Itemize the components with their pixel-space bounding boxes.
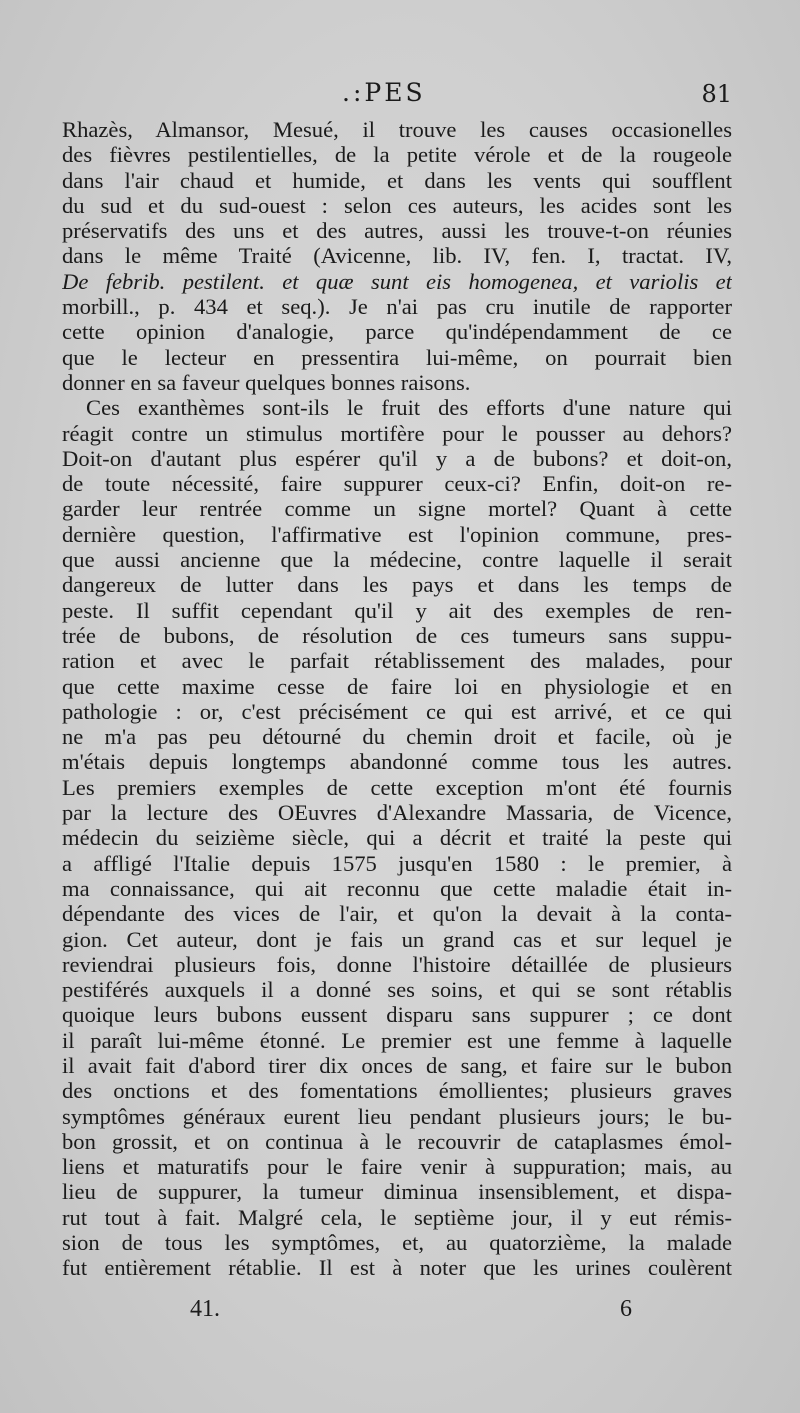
text-line: a affligé l'Italie depuis 1575 jusqu'en 1580 : le premier, à bbox=[62, 850, 732, 876]
page-header bbox=[62, 78, 732, 118]
text-line: donner en sa faveur quelques bonnes raisons. bbox=[62, 369, 471, 395]
text-line: Rhazès, Almansor, Mesué, il trouve les causes occasionelles bbox=[62, 117, 732, 142]
text-line: pathologie : or, c'est précisément ce qui est arrivé, et ce qui bbox=[62, 698, 732, 724]
text-line: trée de bubons, de résolution de ces tumeurs sans suppu- bbox=[62, 622, 732, 648]
text-line: du sud et du sud-ouest : selon ces auteurs, les acides sont les bbox=[62, 192, 732, 218]
page-footer bbox=[62, 1296, 732, 1336]
text-line: des fièvres pestilentielles, de la petite vérole et de la rougeole bbox=[62, 142, 732, 168]
text-line: gion. Cet auteur, dont je fais un grand cas et sur lequel je bbox=[62, 926, 732, 952]
text-line: que cette maxime cesse de faire loi en physiologie et en bbox=[62, 673, 732, 699]
text-line: bon grossit, et on continua à le recouvrir de cataplasmes émol- bbox=[62, 1128, 732, 1154]
text-line: dans l'air chaud et humide, et dans les vents qui soufflent bbox=[62, 167, 732, 193]
sheet-number: 6 bbox=[620, 1296, 632, 1322]
text-line: sion de tous les symptômes, et, au quatorzième, la malade bbox=[62, 1230, 732, 1256]
text-line: ma connaissance, qui ait reconnu que cette maladie était in- bbox=[62, 875, 732, 901]
text-line: ration et avec le parfait rétablissement des malades, pour bbox=[62, 648, 732, 674]
text-line: garder leur rentrée comme un signe mortel? Quant à cette bbox=[62, 496, 732, 522]
page-number: 81 bbox=[701, 80, 732, 108]
text-line: Les premiers exemples de cette exception m'ont été fournis bbox=[62, 774, 732, 800]
text-line: cette opinion d'analogie, parce qu'indépendamment de ce bbox=[62, 319, 732, 345]
text-line: liens et maturatifs pour le faire venir à suppuration; mais, au bbox=[62, 1154, 732, 1180]
text-line: médecin du seizième siècle, qui a décrit et traité la peste qui bbox=[62, 825, 732, 851]
text-line: pestiférés auxquels il a donné ses soins, et qui se sont rétablis bbox=[62, 977, 732, 1003]
text-line: que aussi ancienne que la médecine, contre laquelle il serait bbox=[62, 547, 732, 573]
text-line: De febrib. pestilent. et quæ sunt eis homogenea, et variolis et bbox=[62, 268, 732, 294]
text-line: ne m'a pas peu détourné du chemin droit et facile, où je bbox=[62, 724, 732, 750]
text-line: par la lecture des OEuvres d'Alexandre Massaria, de Vicence, bbox=[62, 800, 732, 826]
text-line: il avait fait d'abord tirer dix onces de sang, et faire sur le bubon bbox=[62, 1052, 732, 1078]
text-line: il paraît lui-même étonné. Le premier est une femme à laquelle bbox=[62, 1027, 732, 1053]
text-line: reviendrai plusieurs fois, donne l'histoire détaillée de plusieurs bbox=[62, 951, 732, 977]
running-title: .:PES bbox=[342, 78, 426, 107]
text-line: morbill., p. 434 et seq.). Je n'ai pas cru inutile de rapporter bbox=[62, 294, 732, 320]
text-line: dernière question, l'affirmative est l'opinion commune, pres- bbox=[62, 521, 732, 547]
text-line: dans le même Traité (Avicenne, lib. IV, fen. I, tractat. IV, bbox=[62, 243, 732, 269]
text-line: des onctions et des fomentations émollientes; plusieurs graves bbox=[62, 1078, 732, 1104]
signature-mark: 41. bbox=[190, 1296, 220, 1322]
text-line: peste. Il suffit cependant qu'il y ait des exemples de ren- bbox=[62, 597, 732, 623]
text-line: que le lecteur en pressentira lui-même, on pourrait bien bbox=[62, 344, 732, 370]
text-line: m'étais depuis longtemps abandonné comme tous les autres. bbox=[62, 749, 732, 775]
text-line: rut tout à fait. Malgré cela, le septième jour, il y eut rémis- bbox=[62, 1204, 732, 1230]
text-line: symptômes généraux eurent lieu pendant plusieurs jours; le bu- bbox=[62, 1103, 732, 1129]
text-line: réagit contre un stimulus mortifère pour le pousser au dehors? bbox=[62, 420, 732, 446]
body-text bbox=[62, 117, 732, 1281]
text-line: de toute nécessité, faire suppurer ceux-ci? Enfin, doit-on re- bbox=[62, 471, 732, 497]
text-line: fut entièrement rétablie. Il est à noter que les urines coulèrent bbox=[62, 1255, 732, 1281]
text-line: dépendante des vices de l'air, et qu'on la devait à la conta- bbox=[62, 901, 732, 927]
text-line: quoique leurs bubons eussent disparu sans suppurer ; ce dont bbox=[62, 1002, 732, 1028]
text-line: lieu de suppurer, la tumeur diminua insensiblement, et dispa- bbox=[62, 1179, 732, 1205]
text-line: dangereux de lutter dans les pays et dans les temps de bbox=[62, 572, 732, 598]
text-line: préservatifs des uns et des autres, aussi les trouve-t-on réunies bbox=[62, 218, 732, 244]
text-line: Ces exanthèmes sont-ils le fruit des efforts d'une nature qui bbox=[86, 395, 732, 421]
text-line: Doit-on d'autant plus espérer qu'il y a de bubons? et doit-on, bbox=[62, 445, 732, 471]
